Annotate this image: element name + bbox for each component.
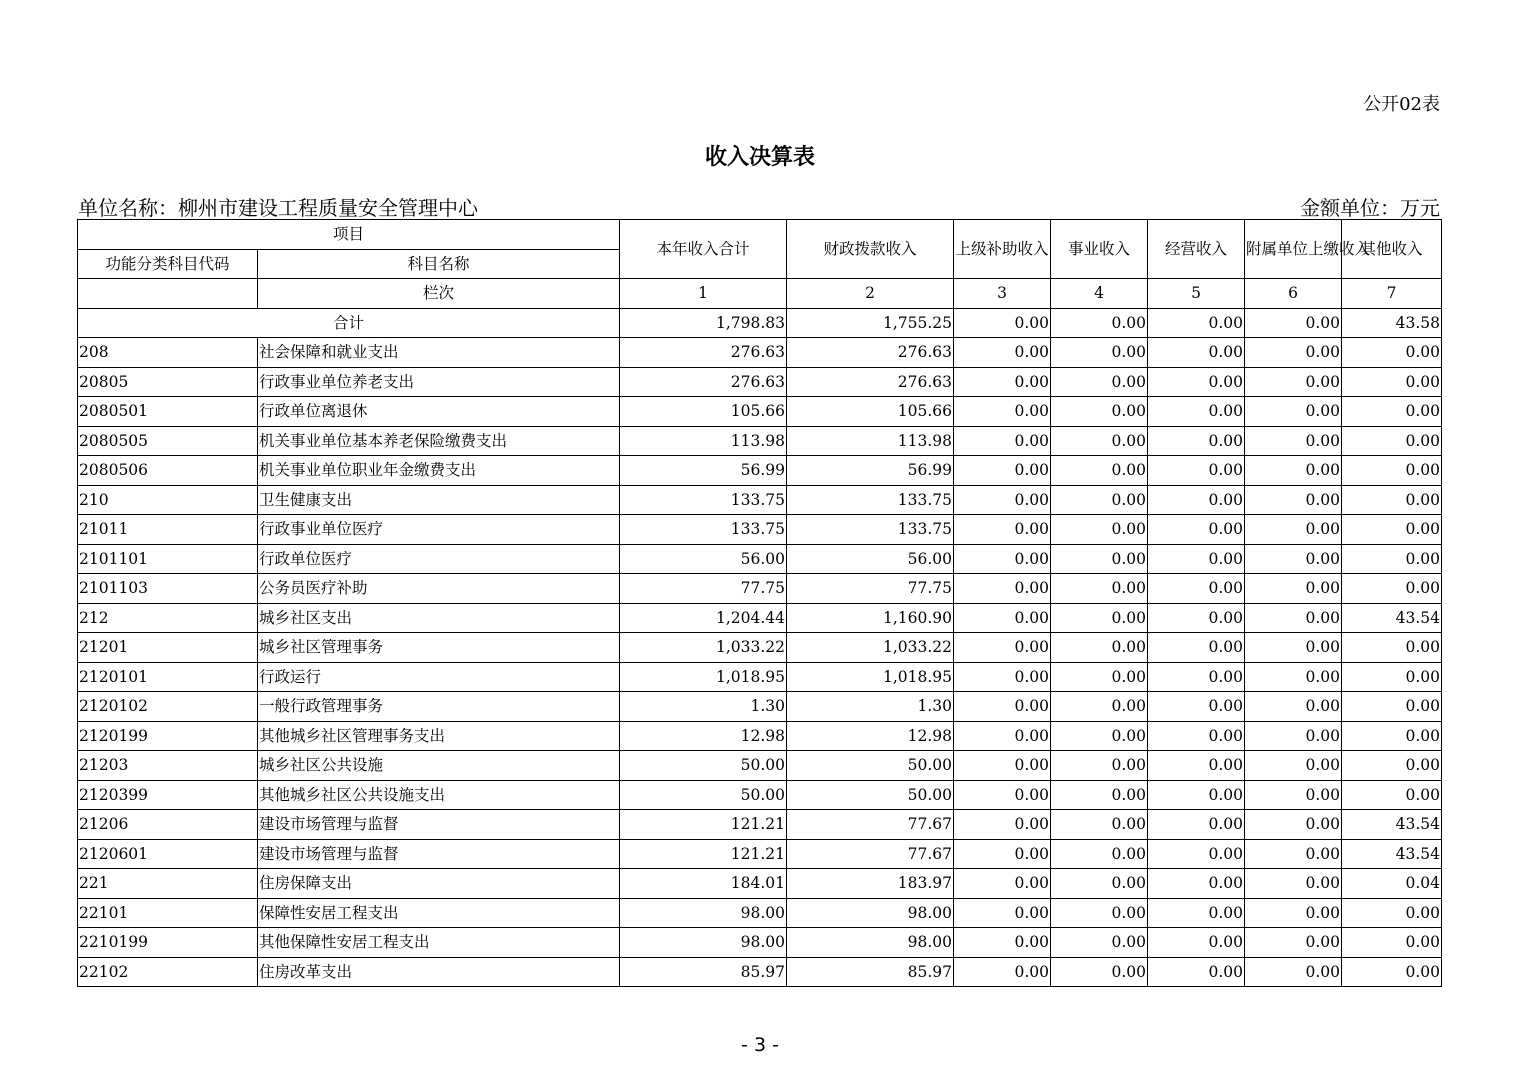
subject-code: 22102 [78,957,258,987]
amount-cell: 0.00 [1342,898,1442,928]
income-report-table [77,219,1442,987]
amount-cell: 77.75 [787,574,954,604]
amount-cell: 0.00 [954,603,1051,633]
amount-cell: 0.00 [1245,957,1342,987]
amount-cell: 56.99 [620,456,787,486]
total-value: 0.00 [954,308,1051,338]
amount-cell: 0.00 [954,869,1051,899]
unit-name: 单位名称：柳州市建设工程质量安全管理中心 [78,196,478,220]
amount-cell: 0.00 [954,397,1051,427]
amount-cell: 0.00 [1051,692,1148,722]
table-row [78,957,1442,987]
table-row [78,898,1442,928]
column-number-row [78,279,1442,309]
subject-code: 2080505 [78,426,258,456]
subject-name: 一般行政管理事务 [258,692,620,722]
amount-cell: 0.00 [1245,692,1342,722]
subject-code: 2210199 [78,928,258,958]
amount-cell: 0.00 [1148,692,1245,722]
table-row [78,426,1442,456]
subject-name: 行政运行 [258,662,620,692]
amount-cell: 56.99 [787,456,954,486]
amount-cell: 98.00 [787,928,954,958]
amount-cell: 0.00 [1051,456,1148,486]
subject-code: 2120601 [78,839,258,869]
subject-name: 行政事业单位医疗 [258,515,620,545]
amount-cell: 0.00 [954,456,1051,486]
subject-code: 20805 [78,367,258,397]
amount-cell: 0.00 [1245,633,1342,663]
amount-cell: 0.00 [1245,397,1342,427]
amount-cell: 50.00 [620,751,787,781]
amount-cell: 0.00 [1148,426,1245,456]
amount-cell: 1,018.95 [787,662,954,692]
header-col-6: 附属单位上缴收入 [1245,220,1342,279]
amount-cell: 0.00 [954,780,1051,810]
amount-cell: 0.00 [1245,515,1342,545]
subject-code: 22101 [78,898,258,928]
subject-code: 2120199 [78,721,258,751]
amount-cell: 0.00 [1245,574,1342,604]
amount-cell: 121.21 [620,810,787,840]
amount-cell: 98.00 [787,898,954,928]
column-number: 1 [620,279,787,309]
amount-cell: 0.00 [1051,397,1148,427]
header-col-2: 财政拨款收入 [787,220,954,279]
amount-cell: 0.00 [1148,662,1245,692]
amount-cell: 0.00 [1245,485,1342,515]
amount-cell: 0.00 [954,515,1051,545]
subject-name: 其他城乡社区管理事务支出 [258,721,620,751]
amount-cell: 276.63 [620,367,787,397]
amount-cell: 0.00 [1051,751,1148,781]
amount-cell: 276.63 [787,367,954,397]
total-value: 0.00 [1148,308,1245,338]
amount-cell: 0.00 [954,367,1051,397]
amount-cell: 0.00 [1342,426,1442,456]
amount-cell: 0.00 [1342,515,1442,545]
column-row-label: 栏次 [258,279,620,309]
amount-cell: 0.00 [954,574,1051,604]
subject-name: 其他保障性安居工程支出 [258,928,620,958]
amount-cell: 0.00 [1245,367,1342,397]
amount-cell: 0.00 [1051,810,1148,840]
amount-cell: 0.00 [954,957,1051,987]
amount-cell: 85.97 [620,957,787,987]
amount-cell: 0.00 [954,544,1051,574]
table-row [78,485,1442,515]
amount-cell: 276.63 [787,338,954,368]
column-number: 3 [954,279,1051,309]
amount-cell: 1,018.95 [620,662,787,692]
subject-code: 21201 [78,633,258,663]
subject-code: 2101101 [78,544,258,574]
amount-cell: 0.00 [1051,633,1148,663]
header-col-7: 其他收入 [1342,220,1442,279]
amount-cell: 0.00 [1148,397,1245,427]
amount-cell: 0.00 [1245,839,1342,869]
subject-name: 行政单位医疗 [258,544,620,574]
amount-cell: 121.21 [620,839,787,869]
amount-unit: 金额单位：万元 [1300,196,1440,220]
header-subject-name: 科目名称 [258,249,620,279]
amount-cell: 1.30 [787,692,954,722]
column-number-blank [78,279,258,309]
amount-cell: 0.00 [1148,485,1245,515]
amount-cell: 0.00 [1245,780,1342,810]
amount-cell: 0.00 [1245,869,1342,899]
amount-cell: 0.00 [1245,662,1342,692]
table-row [78,544,1442,574]
amount-cell: 0.00 [1342,485,1442,515]
amount-cell: 0.00 [1051,721,1148,751]
amount-cell: 0.00 [1148,869,1245,899]
subject-name: 城乡社区支出 [258,603,620,633]
total-row [78,308,1442,338]
table-row [78,603,1442,633]
amount-cell: 0.00 [954,338,1051,368]
amount-cell: 1,033.22 [787,633,954,663]
amount-cell: 50.00 [787,751,954,781]
amount-cell: 0.00 [1342,928,1442,958]
subject-code: 2101103 [78,574,258,604]
amount-cell: 0.00 [1245,544,1342,574]
subject-code: 2080501 [78,397,258,427]
table-row [78,751,1442,781]
amount-cell: 0.00 [1342,397,1442,427]
amount-cell: 0.00 [1051,426,1148,456]
amount-cell: 0.00 [1342,456,1442,486]
amount-cell: 0.00 [1148,574,1245,604]
amount-cell: 0.00 [1245,338,1342,368]
header-func-code: 功能分类科目代码 [78,249,258,279]
amount-cell: 0.00 [954,426,1051,456]
amount-cell: 0.00 [1148,751,1245,781]
page-number: - 3 - [741,1034,779,1056]
table-row [78,810,1442,840]
amount-cell: 0.00 [1342,367,1442,397]
amount-cell: 0.00 [1051,544,1148,574]
subject-name: 保障性安居工程支出 [258,898,620,928]
amount-cell: 0.00 [954,928,1051,958]
header-col-4: 事业收入 [1051,220,1148,279]
amount-cell: 0.04 [1342,869,1442,899]
amount-cell: 0.00 [1051,485,1148,515]
table-row [78,456,1442,486]
amount-cell: 50.00 [787,780,954,810]
amount-cell: 1,033.22 [620,633,787,663]
amount-cell: 12.98 [620,721,787,751]
amount-cell: 133.75 [620,485,787,515]
header-project: 项目 [78,220,620,250]
amount-cell: 0.00 [1148,839,1245,869]
amount-cell: 0.00 [1051,662,1148,692]
table-row [78,367,1442,397]
amount-cell: 0.00 [1245,603,1342,633]
amount-cell: 0.00 [1051,338,1148,368]
header-col-3: 上级补助收入 [954,220,1051,279]
subject-code: 2080506 [78,456,258,486]
table-row [78,869,1442,899]
subject-name: 城乡社区管理事务 [258,633,620,663]
amount-cell: 0.00 [1051,957,1148,987]
table-row [78,928,1442,958]
amount-cell: 0.00 [1148,633,1245,663]
amount-cell: 0.00 [1342,692,1442,722]
amount-cell: 0.00 [1245,928,1342,958]
amount-cell: 0.00 [954,633,1051,663]
amount-cell: 0.00 [1342,751,1442,781]
amount-cell: 0.00 [1148,544,1245,574]
amount-cell: 85.97 [787,957,954,987]
header-col-1: 本年收入合计 [620,220,787,279]
subject-name: 行政事业单位养老支出 [258,367,620,397]
subject-code: 221 [78,869,258,899]
amount-cell: 184.01 [620,869,787,899]
table-row [78,839,1442,869]
amount-cell: 1,204.44 [620,603,787,633]
amount-cell: 0.00 [1342,544,1442,574]
total-value: 1,798.83 [620,308,787,338]
amount-cell: 0.00 [954,839,1051,869]
header-col-5: 经营收入 [1148,220,1245,279]
amount-cell: 0.00 [1051,515,1148,545]
amount-cell: 0.00 [1342,574,1442,604]
amount-cell: 43.54 [1342,839,1442,869]
amount-cell: 0.00 [1342,633,1442,663]
column-number: 4 [1051,279,1148,309]
amount-cell: 0.00 [1051,780,1148,810]
amount-cell: 77.75 [620,574,787,604]
amount-cell: 0.00 [1148,928,1245,958]
table-row [78,338,1442,368]
amount-cell: 0.00 [1342,957,1442,987]
subject-code: 21203 [78,751,258,781]
amount-cell: 113.98 [787,426,954,456]
column-number: 2 [787,279,954,309]
amount-cell: 0.00 [1148,780,1245,810]
amount-cell: 133.75 [787,515,954,545]
amount-cell: 0.00 [1148,338,1245,368]
subject-name: 其他城乡社区公共设施支出 [258,780,620,810]
column-number: 5 [1148,279,1245,309]
amount-cell: 0.00 [1342,662,1442,692]
subject-name: 机关事业单位基本养老保险缴费支出 [258,426,620,456]
amount-cell: 183.97 [787,869,954,899]
amount-cell: 0.00 [1148,957,1245,987]
amount-cell: 0.00 [1148,367,1245,397]
amount-cell: 105.66 [620,397,787,427]
amount-cell: 0.00 [1051,367,1148,397]
subject-code: 2120399 [78,780,258,810]
amount-cell: 56.00 [787,544,954,574]
subject-name: 卫生健康支出 [258,485,620,515]
amount-cell: 0.00 [1245,456,1342,486]
amount-cell: 0.00 [1051,898,1148,928]
table-row [78,692,1442,722]
amount-cell: 0.00 [1342,338,1442,368]
amount-cell: 0.00 [1148,515,1245,545]
page-title: 收入决算表 [704,144,815,170]
amount-cell: 0.00 [1148,810,1245,840]
amount-cell: 133.75 [787,485,954,515]
amount-cell: 1,160.90 [787,603,954,633]
amount-cell: 0.00 [1051,839,1148,869]
amount-cell: 77.67 [787,810,954,840]
amount-cell: 105.66 [787,397,954,427]
amount-cell: 0.00 [954,898,1051,928]
amount-cell: 0.00 [1051,603,1148,633]
amount-cell: 0.00 [954,662,1051,692]
subject-code: 21206 [78,810,258,840]
column-number: 6 [1245,279,1342,309]
subject-code: 210 [78,485,258,515]
amount-cell: 77.67 [787,839,954,869]
amount-cell: 0.00 [1245,721,1342,751]
amount-cell: 0.00 [954,692,1051,722]
amount-cell: 43.54 [1342,810,1442,840]
amount-cell: 43.54 [1342,603,1442,633]
amount-cell: 0.00 [1342,780,1442,810]
amount-cell: 0.00 [954,751,1051,781]
amount-cell: 0.00 [1148,898,1245,928]
amount-cell: 0.00 [1245,426,1342,456]
amount-cell: 0.00 [1342,721,1442,751]
subject-code: 2120102 [78,692,258,722]
subject-name: 住房保障支出 [258,869,620,899]
amount-cell: 276.63 [620,338,787,368]
table-row [78,633,1442,663]
column-number: 7 [1342,279,1442,309]
amount-cell: 0.00 [1051,928,1148,958]
subject-name: 建设市场管理与监督 [258,839,620,869]
table-row [78,515,1442,545]
total-value: 0.00 [1051,308,1148,338]
table-row [78,574,1442,604]
subject-name: 建设市场管理与监督 [258,810,620,840]
subject-name: 住房改革支出 [258,957,620,987]
subject-code: 208 [78,338,258,368]
total-value: 43.58 [1342,308,1442,338]
subject-name: 公务员医疗补助 [258,574,620,604]
amount-cell: 0.00 [1245,898,1342,928]
amount-cell: 98.00 [620,898,787,928]
amount-cell: 1.30 [620,692,787,722]
amount-cell: 0.00 [1051,574,1148,604]
amount-cell: 50.00 [620,780,787,810]
subject-code: 2120101 [78,662,258,692]
subject-name: 城乡社区公共设施 [258,751,620,781]
amount-cell: 0.00 [1148,721,1245,751]
form-number: 公开02表 [1363,94,1440,115]
subject-name: 社会保障和就业支出 [258,338,620,368]
amount-cell: 0.00 [954,721,1051,751]
amount-cell: 0.00 [1148,456,1245,486]
total-label: 合计 [78,308,620,338]
amount-cell: 56.00 [620,544,787,574]
amount-cell: 0.00 [1051,869,1148,899]
amount-cell: 0.00 [954,810,1051,840]
subject-code: 21011 [78,515,258,545]
table-row [78,721,1442,751]
total-value: 1,755.25 [787,308,954,338]
subject-name: 机关事业单位职业年金缴费支出 [258,456,620,486]
amount-cell: 12.98 [787,721,954,751]
table-row [78,397,1442,427]
table-row [78,780,1442,810]
amount-cell: 0.00 [1245,810,1342,840]
table-row [78,662,1442,692]
subject-name: 行政单位离退休 [258,397,620,427]
amount-cell: 0.00 [954,485,1051,515]
subject-code: 212 [78,603,258,633]
amount-cell: 98.00 [620,928,787,958]
amount-cell: 113.98 [620,426,787,456]
amount-cell: 0.00 [1148,603,1245,633]
amount-cell: 133.75 [620,515,787,545]
total-value: 0.00 [1245,308,1342,338]
amount-cell: 0.00 [1245,751,1342,781]
